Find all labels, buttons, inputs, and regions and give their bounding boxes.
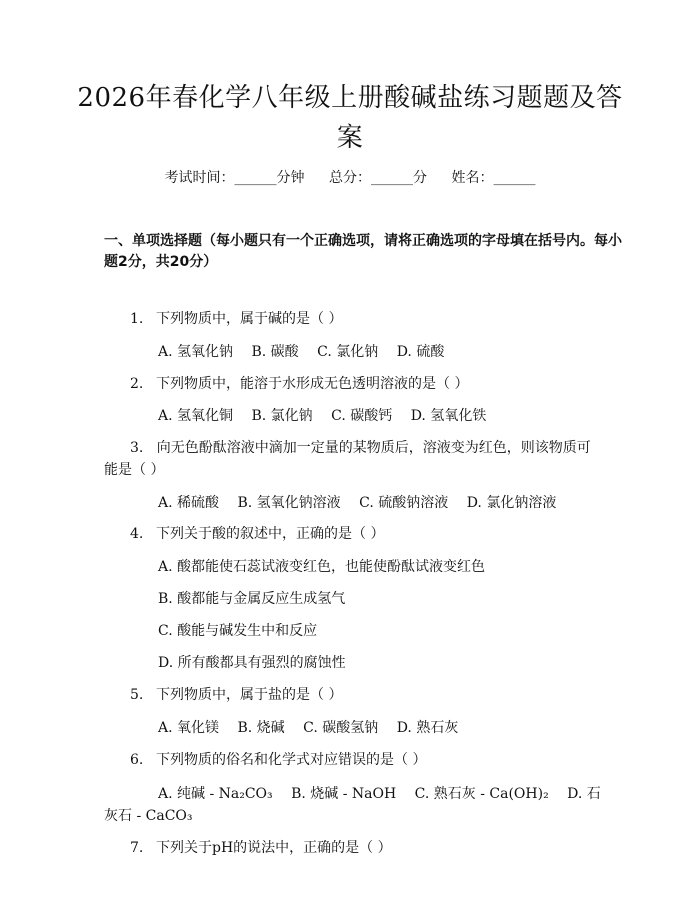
- question-5: [104, 685, 604, 705]
- question-text: 下列物质的俗名和化学式对应错误的是（ ）: [156, 752, 427, 768]
- option-b: B. 氢氧化钠溶液: [237, 495, 341, 511]
- question-4: [104, 524, 604, 544]
- question-number: 5.: [130, 687, 144, 703]
- page-title: 2026年春化学八年级上册酸碱盐练习题题及答案: [77, 83, 623, 153]
- question-number: 2.: [130, 376, 144, 392]
- student-name: 姓名：______: [451, 170, 536, 186]
- question-text: 下列关于酸的叙述中，正确的是（ ）: [156, 526, 385, 542]
- question-2-options: [158, 406, 500, 426]
- option-c: C. 氯化钠: [317, 344, 379, 360]
- question-6-options: [104, 783, 604, 827]
- option-a: A. 氢氧化铜: [158, 408, 234, 424]
- question-text: 下列关于pH的说法中，正确的是（ ）: [156, 840, 392, 856]
- question-text: 向无色酚酞溶液中滴加一定量的某物质后，溶液变为红色，则该物质可能是（ ）: [104, 440, 591, 478]
- question-3: [104, 437, 604, 481]
- option-d: D. 硫酸: [396, 344, 445, 360]
- question-7: [104, 838, 604, 858]
- option-a: A. 氢氧化钠: [158, 344, 234, 360]
- exam-meta: [0, 168, 700, 188]
- option-a: A. 酸都能使石蕊试液变红色，也能使酚酞试液变红色: [158, 559, 486, 575]
- option-c: C. 碳酸氢钠: [303, 720, 379, 736]
- question-1-options: [158, 342, 458, 362]
- option-c: C. 熟石灰 - Ca(OH)₂: [414, 786, 549, 802]
- section-heading: 一、单项选择题（每小题只有一个正确选项，请将正确选项的字母填在括号内。每小题2分，共20分）: [104, 233, 622, 270]
- question-number: 6.: [130, 752, 144, 768]
- option-a: A. 纯碱 - Na₂CO₃: [158, 786, 273, 802]
- option-c: C. 碳酸钙: [331, 408, 393, 424]
- option-d: D. 氢氧化铁: [410, 408, 487, 424]
- question-number: 3.: [130, 440, 144, 456]
- option-c: C. 酸能与碱发生中和反应: [158, 623, 318, 639]
- option-b: B. 烧碱: [237, 720, 285, 736]
- option-d: D. 石灰石 - CaCO₃: [104, 786, 601, 824]
- question-number: 7.: [130, 840, 144, 856]
- option-a: A. 氧化镁: [158, 720, 220, 736]
- exam-time: 考试时间：______分钟: [164, 170, 305, 186]
- option-a: A. 稀硫酸: [158, 495, 220, 511]
- option-b: B. 烧碱 - NaOH: [291, 786, 397, 802]
- option-b: B. 氯化钠: [251, 408, 313, 424]
- question-number: 4.: [130, 526, 144, 542]
- question-text: 下列物质中，属于碱的是（ ）: [156, 311, 343, 327]
- question-number: 1.: [130, 311, 144, 327]
- question-text: 下列物质中，能溶于水形成无色透明溶液的是（ ）: [156, 376, 469, 392]
- question-5-options: [158, 718, 472, 738]
- option-d: D. 所有酸都具有强烈的腐蚀性: [158, 655, 346, 671]
- option-b: B. 酸都能与金属反应生成氢气: [158, 591, 346, 607]
- question-3-options: [158, 493, 570, 513]
- question-6: [104, 750, 604, 770]
- option-b: B. 碳酸: [251, 344, 299, 360]
- total-score: 总分：______分: [329, 170, 427, 186]
- option-c: C. 硫酸钠溶液: [359, 495, 449, 511]
- question-text: 下列物质中，属于盐的是（ ）: [156, 687, 343, 703]
- option-d: D. 熟石灰: [396, 720, 459, 736]
- option-d: D. 氯化钠溶液: [466, 495, 557, 511]
- question-1: [104, 309, 604, 329]
- question-2: [104, 374, 604, 394]
